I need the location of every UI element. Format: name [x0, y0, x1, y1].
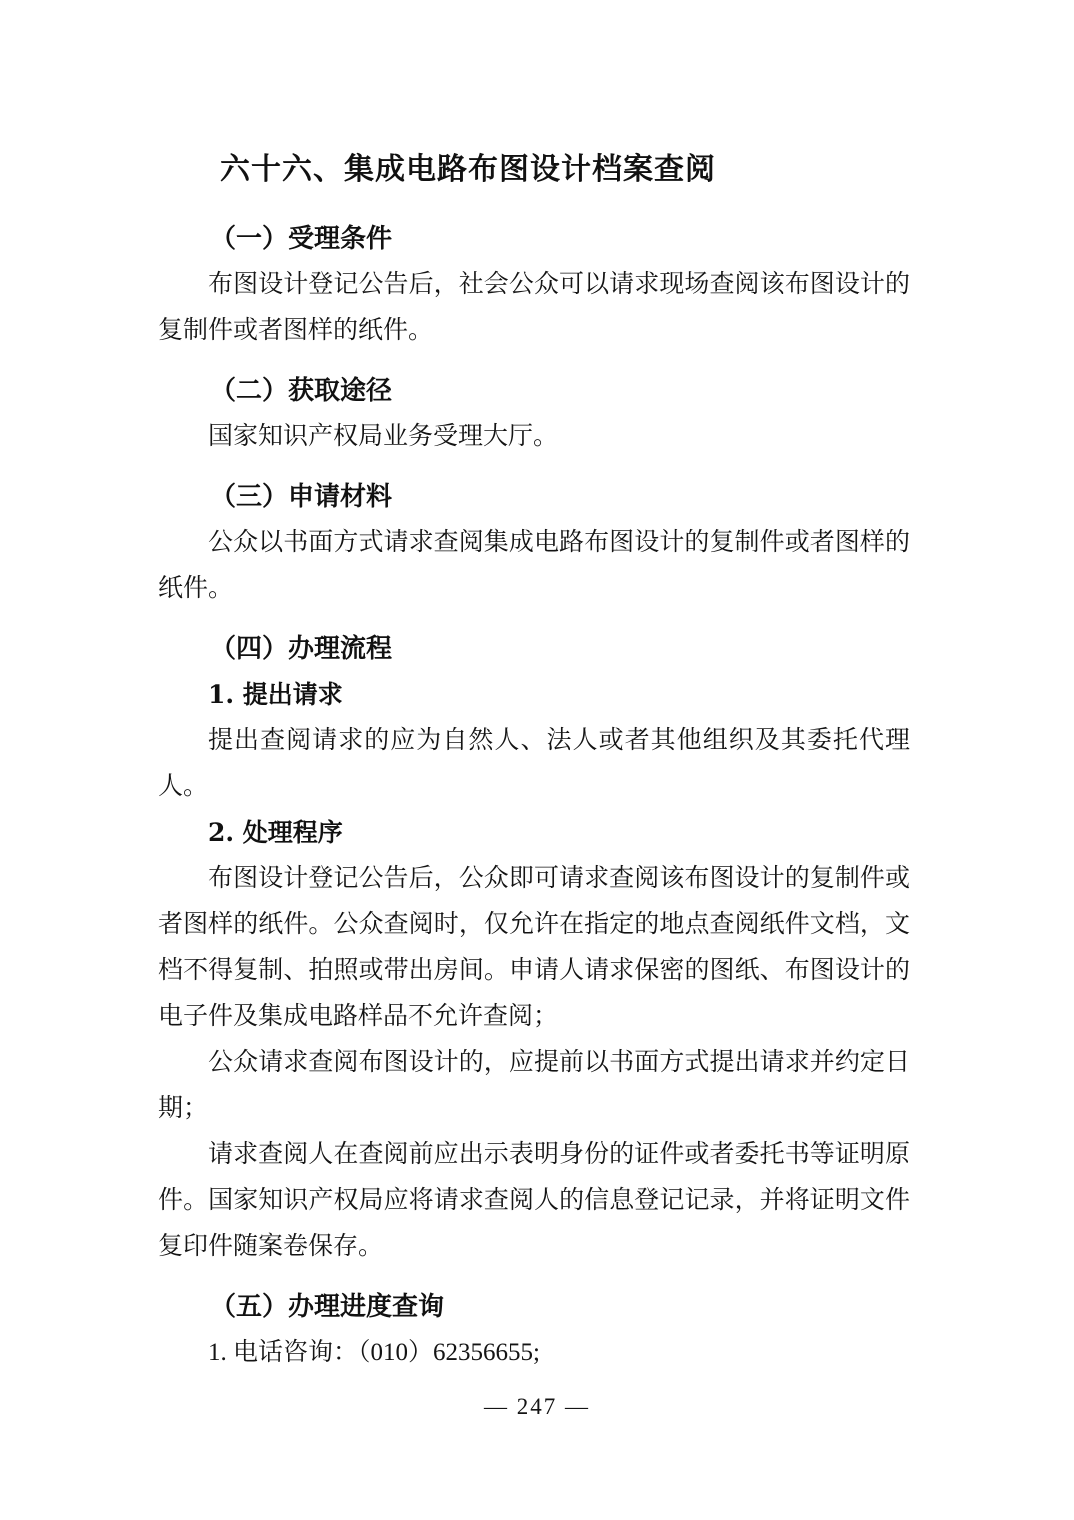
- section-heading-access-channel: （二）获取途径: [210, 376, 393, 406]
- subsection-heading-submit-request: 1. 提出请求: [208, 680, 343, 709]
- page-title: 六十六、集成电路布图设计档案查阅: [220, 153, 716, 186]
- paragraph: 提出查阅请求的应为自然人、法人或者其他组织及其委托代理人。: [158, 727, 910, 800]
- paragraph: 请求查阅人在查阅前应出示表明身份的证件或者委托书等证明原件。国家知识产权局应将请求查阅人的信息登记记录，并将证明文件复印件随案卷保存。: [158, 1141, 910, 1260]
- page-number: — 247 —: [484, 1394, 590, 1419]
- paragraph-phone-inquiry: 1. 电话咨询：（010）62356655;: [208, 1339, 540, 1366]
- paragraph: 布图设计登记公告后，公众即可请求查阅该布图设计的复制件或者图样的纸件。公众查阅时，仅允许在指定的地点查阅纸件文档，文档不得复制、拍照或带出房间。申请人请求保密的图纸、布图设计的电子件及集成电路样品不允许查阅；: [158, 865, 910, 1030]
- section-heading-handling-process: （四）办理流程: [210, 634, 393, 664]
- paragraph: 公众请求查阅布图设计的，应提前以书面方式提出请求并约定日期；: [158, 1049, 910, 1122]
- content-area: [158, 0, 910, 1376]
- paragraph: 布图设计登记公告后，社会公众可以请求现场查阅该布图设计的复制件或者图样的纸件。: [158, 271, 910, 344]
- section-heading-acceptance-conditions: （一）受理条件: [210, 224, 393, 254]
- section-heading-application-materials: （三）申请材料: [210, 482, 393, 512]
- paragraph: 国家知识产权局业务受理大厅。: [208, 423, 559, 450]
- section-heading-progress-inquiry: （五）办理进度查询: [210, 1292, 445, 1322]
- subsection-heading-processing-procedure: 2. 处理程序: [208, 818, 343, 847]
- paragraph: 公众以书面方式请求查阅集成电路布图设计的复制件或者图样的纸件。: [158, 529, 910, 602]
